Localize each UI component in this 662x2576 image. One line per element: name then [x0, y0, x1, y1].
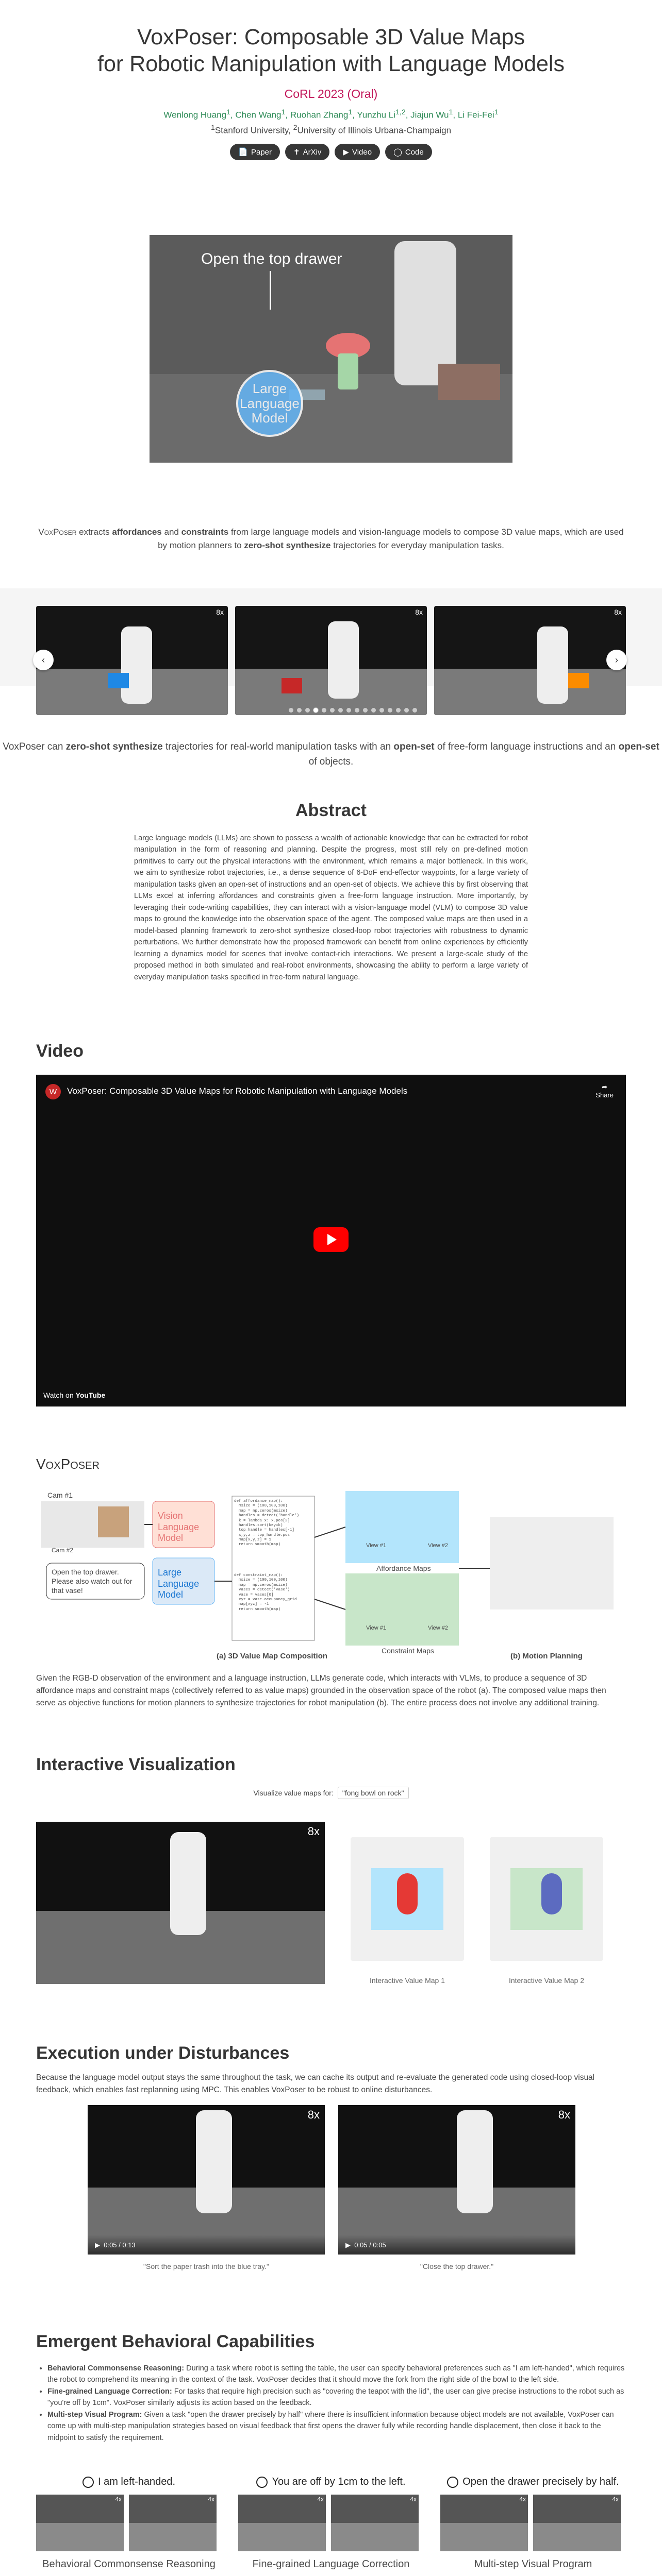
teaser-llm-bubble: Large Language Model — [236, 370, 303, 437]
frame-floor — [440, 2523, 528, 2551]
instruction-text: Open the top drawer. Please also watch out for that vase! — [52, 1568, 133, 1595]
github-icon: ◯ — [393, 148, 402, 157]
carousel-dot[interactable] — [396, 708, 401, 713]
author-link[interactable]: Jiajun Wu — [410, 110, 449, 120]
video-object — [568, 673, 589, 688]
emergent-demo — [440, 2476, 626, 2570]
caption-span: trajectories for real-world manipulation tasks with an — [162, 741, 394, 752]
emergent-item-title: Behavioral Commonsense Reasoning: — [47, 2364, 185, 2372]
speed-badge: 4x — [410, 2496, 417, 2503]
disturbance-caption-1: "Sort the paper trash into the blue tray." — [143, 2262, 269, 2270]
chevron-left-icon: ‹ — [42, 654, 45, 665]
intro-bold: constraints — [181, 527, 229, 537]
paper-button[interactable] — [230, 144, 280, 160]
intro-span: and — [161, 527, 181, 537]
carousel-dot[interactable] — [330, 708, 335, 713]
author-link[interactable]: Wenlong Huang — [163, 110, 227, 120]
frame-floor — [238, 2523, 326, 2551]
speed-badge: 8x — [558, 2108, 570, 2121]
task-select[interactable]: "fong bowl on rock" — [338, 1787, 409, 1799]
author-mark: 1 — [348, 108, 353, 116]
video-heading: Video — [36, 1041, 84, 1061]
youtube-icon: ▶ — [343, 148, 349, 157]
demo-frame-2[interactable] — [533, 2495, 621, 2551]
carousel-video-1[interactable] — [36, 606, 228, 715]
affordance-maps-label: Affordance Maps — [376, 1564, 431, 1572]
author-link[interactable]: Li Fei-Fei — [457, 110, 494, 120]
affiliation-stanford: Stanford University, — [214, 125, 293, 135]
title-line-1: VoxPoser: Composable 3D Value Maps — [137, 25, 525, 49]
demo-frame-1[interactable] — [440, 2495, 528, 2551]
author-link[interactable]: Yunzhu Li — [357, 110, 396, 120]
intro-bold: affordances — [112, 527, 162, 537]
video-robot — [457, 2110, 493, 2213]
constraint-map — [345, 1573, 459, 1646]
video-robot — [537, 626, 568, 704]
video-robot — [196, 2110, 232, 2213]
carousel-dot[interactable] — [355, 708, 359, 713]
carousel-dot[interactable] — [379, 708, 384, 713]
disturbance-video-2[interactable] — [338, 2105, 575, 2255]
share-icon: ➦ — [602, 1083, 608, 1091]
emergent-demo — [238, 2476, 424, 2570]
youtube-embed[interactable] — [36, 1075, 626, 1406]
interactive-heading: Interactive Visualization — [36, 1755, 236, 1774]
video-button-label: Video — [352, 147, 372, 157]
caption-bold: zero-shot synthesize — [65, 741, 163, 752]
caption-span: VoxPoser can — [3, 741, 66, 752]
speed-badge: 4x — [208, 2496, 214, 2503]
paper-button-label: Paper — [251, 147, 272, 157]
abstract-heading: Abstract — [295, 801, 367, 820]
carousel-dot[interactable] — [322, 708, 326, 713]
subcaption-b: (b) Motion Planning — [510, 1652, 583, 1660]
affiliation-mark-2: 2 — [293, 123, 297, 132]
disturbance-heading: Execution under Disturbances — [36, 2043, 290, 2063]
chevron-right-icon: › — [615, 654, 618, 665]
author-list: Wenlong Huang$^1$, Chen Wang$^1$, Ruohan Zhang$^1$, Yunzhu Li$^{1,2}$, Jiajun Wu$^1$, Li Fei-Fei$^1$ — [163, 108, 499, 120]
author-mark: 1 — [226, 108, 230, 116]
intro-span: trajectories for everyday manipulation tasks. — [330, 540, 504, 550]
code-button[interactable] — [385, 144, 432, 160]
disturbance-caption-2: "Close the top drawer." — [420, 2262, 494, 2270]
user-icon — [256, 2477, 268, 2488]
speed-badge: 4x — [115, 2496, 122, 2503]
constraint-code: def constraint_map(): msize = (100,100,100) map = np.zeros(msize) vases = detect('vase') vase = vases[0] xyz = vase.occupancy_grid map[xyz] = -1 return smooth(map) — [234, 1573, 297, 1612]
method-caption: Given the RGB-D observation of the environment and a language instruction, LLMs generate code, which interacts with VLMs, to produce a sequence of 3D affordance maps and constraint maps (collectively referred to as value maps) grounded in the observation space of the robot (a). The composed value maps then serve as objective functions for motion planners to synthesize trajectories for robot manipulation (b). The entire process does not involve any additional training. — [36, 1674, 606, 1708]
demo-frame-1[interactable] — [36, 2495, 124, 2551]
demo-query-text: I am left-handed. — [97, 2476, 176, 2487]
demo-frame-2[interactable] — [129, 2495, 217, 2551]
carousel-prev-button[interactable] — [33, 650, 54, 670]
author-mark: 1 — [494, 108, 499, 116]
emergent-item — [47, 2409, 626, 2444]
demo-query-text: You are off by 1cm to the left. — [272, 2476, 406, 2487]
video-object — [282, 678, 302, 693]
constraint-maps-label: Constraint Maps — [382, 1647, 434, 1655]
demo-query — [36, 2476, 222, 2488]
emergent-item — [47, 2363, 626, 2386]
speed-badge: 8x — [216, 608, 224, 616]
visualize-label: Visualize value maps for: — [253, 1789, 334, 1797]
carousel-video-2[interactable] — [235, 606, 427, 715]
demo-frame-1[interactable] — [238, 2495, 326, 2551]
venue: CoRL 2023 (Oral) — [284, 87, 378, 100]
carousel-dot[interactable] — [363, 708, 368, 713]
author-mark: 1 — [449, 108, 453, 116]
value-map-2[interactable] — [490, 1837, 603, 1961]
video-floor — [434, 669, 626, 715]
demo-caption: Multi-step Visual Program — [474, 2558, 592, 2570]
emergent-heading: Emergent Behavioral Capabilities — [36, 2332, 315, 2351]
carousel-video-3[interactable] — [434, 606, 626, 715]
share-button[interactable] — [595, 1083, 614, 1099]
value-map-1[interactable] — [351, 1837, 464, 1961]
demo-caption: Behavioral Commonsense Reasoning — [42, 2558, 216, 2570]
demo-query — [238, 2476, 424, 2488]
speed-badge: 4x — [612, 2496, 619, 2503]
con-view1: View #1 — [366, 1625, 386, 1631]
author-link[interactable]: Ruohan Zhang — [290, 110, 349, 120]
archive-icon: ✝ — [293, 148, 300, 157]
code-button-label: Code — [405, 147, 424, 157]
speed-badge: 8x — [307, 1825, 320, 1838]
carousel-dot[interactable] — [371, 708, 376, 713]
title-line-2: for Robotic Manipulation with Language Models — [97, 52, 565, 77]
video-time: 0:05 / 0:13 — [104, 2241, 136, 2249]
video-robot — [121, 626, 152, 704]
user-icon — [82, 2477, 94, 2488]
intro-bold: zero-shot synthesize — [244, 540, 331, 550]
caption-span: of objects. — [308, 756, 354, 767]
carousel-dot[interactable] — [412, 708, 417, 713]
video-time: 0:05 / 0:05 — [354, 2241, 386, 2249]
demo-frame-2[interactable] — [331, 2495, 419, 2551]
video-robot — [170, 1832, 206, 1935]
carousel-dot[interactable] — [388, 708, 392, 713]
affiliation-mark-1: 1 — [210, 123, 215, 132]
speed-badge: 8x — [415, 608, 423, 616]
scene-drawer — [98, 1506, 129, 1537]
video-robot — [328, 621, 359, 699]
carousel-dot-active[interactable] — [313, 708, 318, 713]
emergent-item — [47, 2386, 626, 2409]
intro-span: extracts — [76, 527, 112, 537]
video-controls[interactable]: ▶ 0:05 / 0:05 — [338, 2235, 575, 2255]
video-button[interactable] — [335, 144, 380, 160]
link-buttons — [0, 144, 662, 160]
play-button[interactable] — [313, 1227, 349, 1252]
disturbance-video-1[interactable] — [88, 2105, 325, 2255]
carousel-caption — [0, 740, 662, 769]
video-title[interactable]: VoxPoser: Composable 3D Value Maps for Robotic Manipulation with Language Models — [67, 1086, 408, 1096]
interactive-video[interactable] — [36, 1822, 325, 1984]
llm-label: Large Language Model — [158, 1567, 200, 1600]
frame-floor — [129, 2523, 217, 2551]
intro-text — [36, 526, 626, 552]
carousel-dot[interactable] — [297, 708, 302, 713]
caption-span: of free-form language instructions and an — [434, 741, 619, 752]
speed-badge: 4x — [519, 2496, 526, 2503]
file-icon: 📄 — [238, 148, 248, 157]
arxiv-button[interactable] — [285, 144, 329, 160]
caption-bold: open-set — [618, 741, 659, 752]
map-robot — [541, 1873, 562, 1914]
emergent-item-title: Multi-step Visual Program: — [47, 2410, 142, 2419]
teaser-vase — [338, 353, 358, 389]
emergent-item-desc: During a task where robot is setting the table, the user can specify behavioral preferences such as "I am left-handed", which requires the robot to comprehend its meaning in the context of the task. VoxPoser decides that it should move the fork from the right side of the bowl to the left side. — [47, 2364, 625, 2384]
aff-view2: View #2 — [428, 1543, 448, 1549]
method-figure — [36, 1486, 626, 1661]
watch-on-youtube[interactable] — [43, 1391, 105, 1399]
teaser-arrow — [270, 271, 271, 310]
channel-avatar[interactable]: W — [45, 1084, 61, 1099]
carousel-dot[interactable] — [305, 708, 310, 713]
affiliation-uiuc: University of Illinois Urbana-Champaign — [297, 125, 452, 135]
visualize-row — [0, 1787, 662, 1799]
teaser-instruction: Open the top drawer — [201, 250, 342, 267]
affordance-map — [345, 1491, 459, 1563]
intro-span: from large language models and vision-language models to compose 3D value maps, which are used by motion planners to — [158, 527, 624, 550]
author-mark: 1,2 — [395, 108, 406, 116]
video-controls[interactable]: ▶ 0:05 / 0:13 — [88, 2235, 325, 2255]
carousel-next-button[interactable] — [606, 650, 627, 670]
youtube-logo: YouTube — [75, 1391, 106, 1399]
speed-badge: 8x — [307, 2108, 320, 2121]
watch-on-label: Watch on — [43, 1391, 74, 1399]
caption-bold: open-set — [393, 741, 435, 752]
teaser-video[interactable] — [150, 235, 512, 463]
page-header — [0, 24, 662, 160]
frame-floor — [533, 2523, 621, 2551]
arxiv-button-label: ArXiv — [303, 147, 322, 157]
emergent-item-desc: Given a task "open the drawer precisely by half" where there is insufficient information because object models are not available, VoxPoser can come up with multi-step manipulation strategies based on visual feedback that first opens the drawer fully while recording handle displacement, then close it back to the midpoint to satisfy the requirement. — [47, 2410, 614, 2442]
user-icon — [447, 2477, 458, 2488]
map2-caption: Interactive Value Map 2 — [508, 1976, 585, 1985]
demo-query-text: Open the drawer precisely by half. — [462, 2476, 619, 2487]
demo-caption: Fine-grained Language Correction — [252, 2558, 410, 2570]
carousel-dot[interactable] — [404, 708, 409, 713]
share-label: Share — [595, 1091, 614, 1099]
teaser-drawer — [438, 364, 500, 400]
author-link[interactable]: Chen Wang — [235, 110, 282, 120]
play-icon — [327, 1234, 337, 1245]
cam1-label: Cam #1 — [47, 1491, 73, 1499]
carousel-dot[interactable] — [346, 708, 351, 713]
intro-voxposer: VoxPoser — [38, 527, 77, 537]
map-robot — [397, 1873, 418, 1914]
page-title — [0, 24, 662, 78]
carousel-dots[interactable] — [289, 708, 417, 713]
carousel-dot[interactable] — [289, 708, 293, 713]
emergent-list — [36, 2363, 626, 2444]
abstract-text: Large language models (LLMs) are shown to possess a wealth of actionable knowledge that can be extracted for robot manipulation in the form of reasoning and planning. Despite the progress, most still rely on pre-defined motion primitives to carry out the physical interactions with the environment, which remains a major bottleneck. In this work, we aim to synthesize robot trajectories, i.e., a dense sequence of 6-DoF end-effector waypoints, for a large variety of manipulation tasks given an open-set of instructions and an open-set of objects. We achieve this by first observing that LLMs excel at inferring affordances and constraints given a free-form language instruction. More importantly, by leveraging their code-writing capabilities, they can interact with a vision-language model (VLM) to compose 3D value maps to ground the knowledge into the observation space of the agent. The composed value maps are then used in a model-based planning framework to zero-shot synthesize closed-loop robot trajectories with robustness to dynamic perturbations. We further demonstrate how the proposed framework can benefit from online experiences by efficiently learning a dynamics model for scenes that involve contact-rich interactions. We present a large-scale study of the proposed method in both simulated and real-robot environments, showcasing the ability to perform a large variety of everyday manipulation tasks specified in free-form natural language. — [134, 834, 528, 981]
emergent-item-title: Fine-grained Language Correction: — [47, 2387, 172, 2396]
frame-floor — [331, 2523, 419, 2551]
method-heading: VoxPoser — [36, 1456, 100, 1472]
demo-query — [440, 2476, 626, 2488]
affiliations — [0, 124, 662, 136]
affordance-code: def affordance_map(): msize = (100,100,100) map = np.zeros(msize) handles = detect('handle') k = lambda x: x.pos[2] handles.sort(key=k) top_handle = handles[-1] x,y,z = top_handle.pos map[x,y,z] = 1 return smooth(map) — [234, 1499, 300, 1547]
emergent-item-desc: For tasks that require high precision such as "covering the teapot with the lid", the user can give precise instructions to the robot such as "you're off by 1cm". VoxPoser similarly adjusts its action based on the feedback. — [47, 2387, 624, 2408]
frame-floor — [36, 2523, 124, 2551]
vlm-label: Vision Language Model — [158, 1511, 200, 1544]
motion-planning-image — [490, 1517, 614, 1609]
aff-view1: View #1 — [366, 1543, 386, 1549]
subcaption-a: (a) 3D Value Map Composition — [217, 1652, 328, 1660]
carousel-dot[interactable] — [338, 708, 343, 713]
author-mark: 1 — [281, 108, 286, 116]
speed-badge: 4x — [317, 2496, 324, 2503]
cam2-label: Cam #2 — [52, 1547, 74, 1554]
speed-badge: 8x — [614, 608, 622, 616]
video-object — [108, 673, 129, 688]
emergent-demo — [36, 2476, 222, 2570]
map1-caption: Interactive Value Map 1 — [369, 1976, 445, 1985]
disturbance-text: Because the language model output stays the same throughout the task, we can cache its output and re-evaluate the generated code using closed-loop visual feedback, which enables fast replanning using MPC. This enables VoxPoser to be robust to online disturbances. — [36, 2073, 595, 2095]
con-view2: View #2 — [428, 1625, 448, 1631]
